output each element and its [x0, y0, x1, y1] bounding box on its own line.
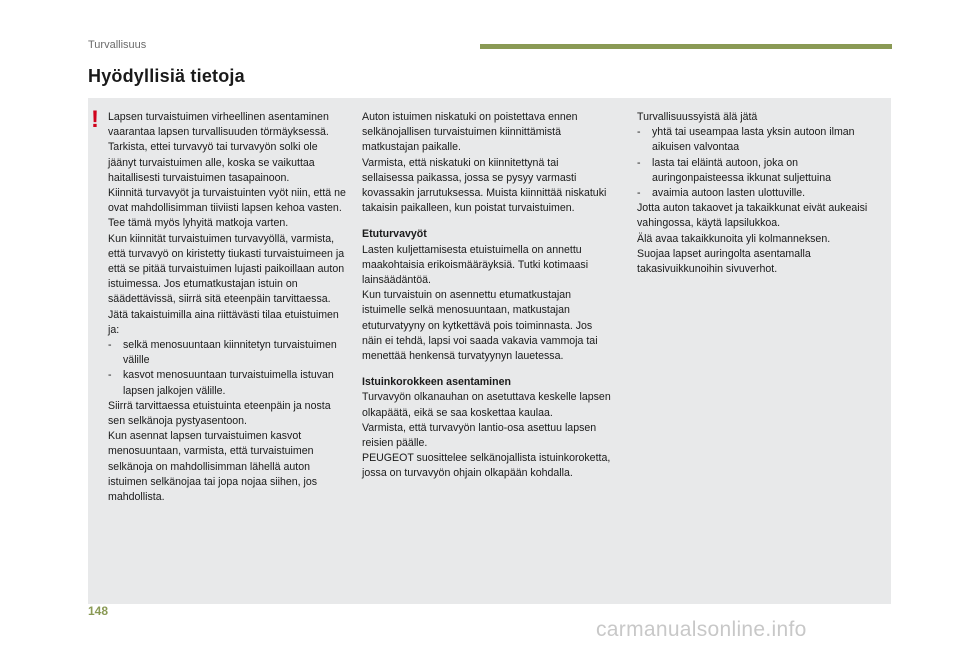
paragraph: Älä avaa takaikkunoita yli kolmanneksen. — [637, 232, 831, 245]
bullet-dash: - — [637, 126, 641, 139]
paragraph: Kun asennat lapsen turvaistuimen kasvot menosuuntaan, varmista, että turvaistuimen selkänoja on mahdollisimman lähellä auton istuimen selkänojaa tai jopa nojaa siihen, jos mahdollista. — [108, 430, 318, 504]
list-item — [108, 368, 346, 398]
bullet-dash: - — [637, 187, 641, 200]
paragraph: Kun kiinnität turvaistuimen turvavyöllä, varmista, että turvavyö on kiristetty tiukasti turvaistuimeen ja että se pitää turvaistuimen lujasti paikoillaan auton istuimessa. Jos etumatkustajan istuin on säädettävissä, siirrä sitä eteenpäin tarvittaessa. — [108, 232, 345, 306]
subheading-booster-seat: Istuinkorokkeen asentaminen — [362, 376, 511, 389]
bullet-dash: - — [108, 339, 112, 352]
warning-icon: ! — [91, 106, 99, 133]
paragraph: Turvavyön olkanauhan on asetuttava keskelle lapsen olkapäätä, eikä se saa koskettaa kaulaa. — [362, 391, 611, 419]
watermark: carmanualsonline.info — [596, 618, 807, 641]
paragraph: Lasten kuljettamisesta etuistuimella on annettu maakohtaisia erikoismääräyksiä. Tutki kotimaasi lainsäädäntöä. — [362, 243, 589, 287]
list-item-text: selkä menosuuntaan kiinnitetyn turvaistuimen välille — [123, 339, 337, 367]
paragraph: Turvallisuussyistä älä jätä — [637, 111, 758, 123]
column-right — [637, 110, 887, 277]
list-item — [108, 338, 346, 368]
subheading-front-belts: Etuturvavyöt — [362, 228, 427, 241]
paragraph: Kun turvaistuin on asennettu etumatkustajan istuimelle selkä menosuuntaan, matkustajan etuturvatyyny on kytkettävä pois toiminnasta. Jos näin ei tehdä, lapsi voi saada vakavia vammoja tai menettää henkensä turvatyynyn lauetessa. — [362, 289, 598, 363]
list-item-text: avaimia autoon lasten ulottuville. — [652, 187, 806, 200]
paragraph: Jätä takaistuimilla aina riittävästi tilaa etuistuimen ja: — [108, 308, 339, 336]
bullet-dash: - — [108, 369, 112, 382]
bullet-dash: - — [637, 156, 641, 169]
list-item-text: yhtä tai useampaa lasta yksin autoon ilman aikuisen valvontaa — [652, 126, 855, 154]
paragraph: Auton istuimen niskatuki on poistettava ennen selkänojallisen turvaistuimen kiinnittämistä matkustajan paikalle. — [362, 111, 578, 154]
paragraph: Tarkista, ettei turvavyö tai turvavyön solki ole jäänyt turvaistuimen alle, koska se vaikuttaa haitallisesti turvaistuimen tasapainoon. — [108, 141, 318, 184]
list-item — [637, 186, 887, 201]
paragraph: Jotta auton takaovet ja takaikkunat eivät aukeaisi vahingossa, käytä lapsilukkoa. — [637, 202, 868, 230]
paragraph: Varmista, että turvavyön lantio-osa asettuu lapsen reisien päälle. — [362, 421, 597, 450]
paragraph: Lapsen turvaistuimen virheellinen asentaminen vaarantaa lapsen turvallisuuden törmäyksessä. — [108, 111, 329, 139]
paragraph: Varmista, että niskatuki on kiinnitettynä tai sellaisessa paikassa, jossa se pysyy varmasti kovassakin jarrutuksessa. Muista kiinnittää niskatuki takaisin paikalleen, kun poistat turvaistuimen. — [362, 156, 607, 215]
list-item-text: kasvot menosuuntaan turvaistuimella istuvan lapsen jalkojen välille. — [123, 369, 334, 397]
page-number: 148 — [88, 604, 109, 618]
paragraph: Kiinnitä turvavyöt ja turvaistuinten vyöt niin, että ne ovat mahdollisimman tiiviisti lapsen kehoa vasten. Tee tämä myös lyhyitä matkoja varten. — [108, 187, 346, 230]
paragraph: Siirrä tarvittaessa etuistuinta eteenpäin ja nosta sen selkänoja pystyasentoon. — [108, 399, 331, 428]
list-item — [637, 156, 887, 186]
column-middle — [362, 110, 612, 482]
list-item — [637, 125, 887, 155]
list-item-text: lasta tai eläintä autoon, joka on auringonpaisteessa ikkunat suljettuina — [652, 156, 832, 184]
section-divider — [480, 44, 892, 49]
section-label: Turvallisuus — [88, 39, 147, 51]
paragraph: Suojaa lapset auringolta asentamalla takasivuikkunoihin sivuverhot. — [637, 247, 811, 276]
column-left — [108, 110, 346, 505]
paragraph: PEUGEOT suosittelee selkänojallista istuinkoroketta, jossa on turvavyön ohjain olkapään kohdalla. — [362, 452, 611, 480]
page-title: Hyödyllisiä tietoja — [88, 66, 245, 86]
